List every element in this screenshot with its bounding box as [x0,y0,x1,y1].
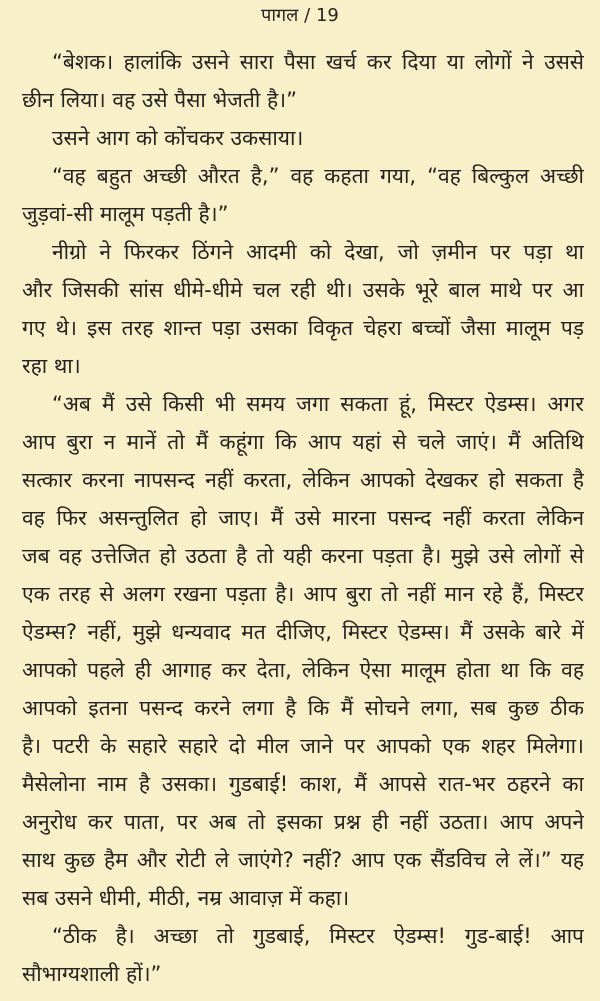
chapter-title: पागल [261,5,299,26]
text-line: रहा था। [22,354,81,378]
text-line: आपको पहले ही आगाह कर देता, लेकिन ऐसा मालूम होता था कि वह [22,658,584,682]
text-line: वह फिर असन्तुलित हो जाए। मैं उसे मारना पसन्द नहीं करता लेकिन [22,506,584,530]
text-line: जब वह उत्तेजित हो उठता है तो यही करना पड़ता है। मुझे उसे लोगों से [22,544,584,568]
text-line: जुड़वां-सी मालूम पड़ती है।” [22,202,229,226]
text-line: उसने आग को कोंचकर उकसाया। [52,126,304,150]
text-line: सब उसने धीमी, मीठी, नम्र आवाज़ में कहा। [22,886,350,910]
text-line: आपको इतना पसन्द करने लगा है कि मैं सोचने लगा, सब कुछ ठीक [22,696,584,720]
text-line: ऐडम्स? नहीं, मुझे धन्यवाद मत दीजिए, मिस्टर ऐडम्स। मैं उसके बारे में [22,620,584,644]
text-line: अनुरोध कर पाता, पर अब तो इसका प्रश्न ही नहीं उठता। आप अपने [22,810,584,834]
text-line: मैसेलोना नाम है उसका। गुडबाई! काश, मैं आपसे रात-भर ठहरने का [22,772,584,796]
text-line: छीन लिया। वह उसे पैसा भेजती है।” [22,88,297,112]
text-line: आप बुरा न मानें तो मैं कहूंगा कि आप यहां से चले जाएं। मैं अतिथि [22,430,584,454]
text-line: सत्कार करना नापसन्द नहीं करता, लेकिन आपको देखकर हो सकता है [22,468,584,492]
text-line: “अब मैं उसे किसी भी समय जगा सकता हूं, मिस्टर ऐडम्स। अगर [52,392,584,416]
text-line: सौभाग्यशाली हों।” [22,962,162,986]
text-line: साथ कुछ हैम और रोटी ले जाएंगे? नहीं? आप एक सैंडविच ले लें।” यह [22,848,584,872]
page-number: 19 [315,5,339,26]
running-header [0,2,600,30]
text-line: “बेशक। हालांकि उसने सारा पैसा खर्च कर दिया या लोगों ने उससे [52,50,584,74]
text-line: गए थे। इस तरह शान्त पड़ा उसका विकृत चेहरा बच्चों जैसा मालूम पड़ [22,316,584,340]
text-line: है। पटरी के सहारे सहारे दो मील जाने पर आपको एक शहर मिलेगा। [22,734,584,758]
header-separator: / [304,5,311,26]
text-line: “वह बहुत अच्छी औरत है,” वह कहता गया, “वह बिल्कुल अच्छी [52,164,584,188]
text-line: “ठीक है। अच्छा तो गुडबाई, मिस्टर ऐडम्स! गुड-बाई! आप [52,924,584,948]
page-body-text [22,43,584,993]
text-line: नीग्रो ने फिरकर ठिंगने आदमी को देखा, जो ज़मीन पर पड़ा था [52,240,584,264]
text-line: एक तरह से अलग रखना पड़ता है। आप बुरा तो नहीं मान रहे हैं, मिस्टर [22,582,584,606]
text-line: और जिसकी सांस धीमे-धीमे चल रही थी। उसके भूरे बाल माथे पर आ [22,278,584,302]
